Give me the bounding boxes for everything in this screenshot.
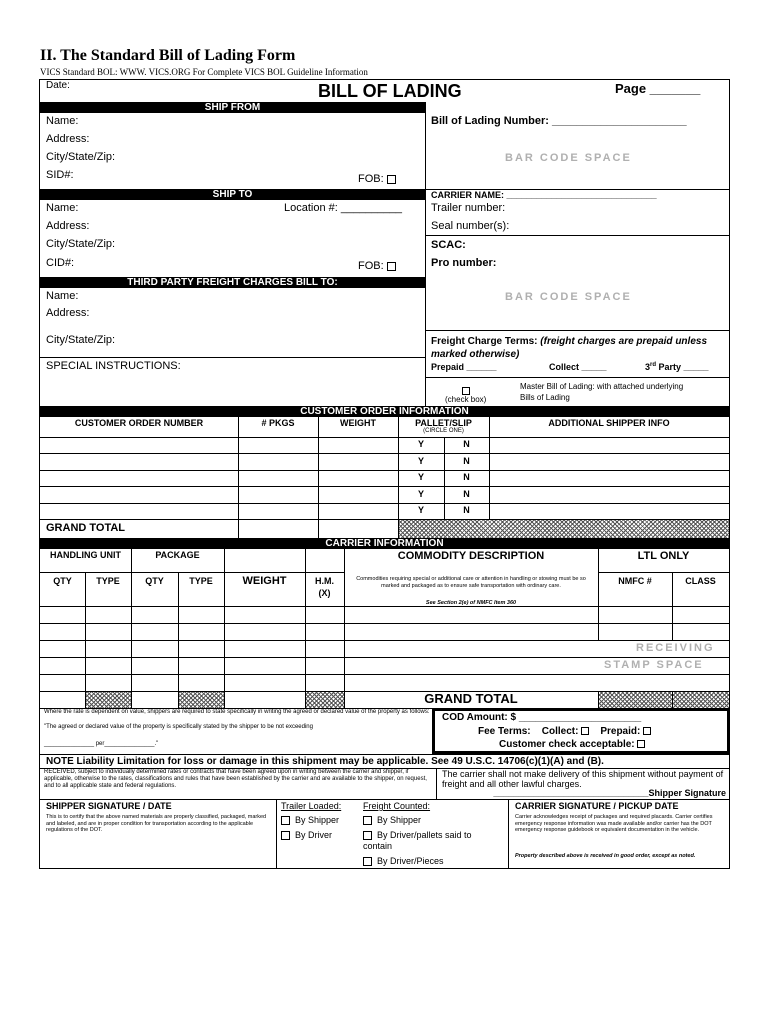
qty-header: QTY xyxy=(53,576,72,586)
page-title: II. The Standard Bill of Lading Form xyxy=(40,47,296,64)
ship-from-city[interactable]: City/State/Zip: xyxy=(46,151,116,163)
fee-prepaid-label: Prepaid: xyxy=(600,726,641,737)
third-party-field[interactable] xyxy=(645,362,709,372)
divider xyxy=(425,330,729,331)
bol-title: BILL OF LADING xyxy=(318,81,462,101)
yes-option[interactable]: Y xyxy=(417,505,424,515)
fee-collect-label: Collect: xyxy=(541,726,579,737)
class-header: CLASS xyxy=(685,576,716,586)
master-bol-text-2: Bills of Lading xyxy=(520,393,570,402)
fob-checkbox[interactable] xyxy=(387,262,396,271)
third-party-city[interactable]: City/State/Zip: xyxy=(46,334,116,346)
trailer-number-field[interactable]: Trailer number: xyxy=(431,202,506,214)
col-header: CUSTOMER ORDER NUMBER xyxy=(74,418,204,428)
weight-header: WEIGHT xyxy=(242,575,287,587)
third-party-address[interactable]: Address: xyxy=(46,307,90,319)
no-option[interactable]: N xyxy=(463,439,470,449)
customer-check-checkbox[interactable] xyxy=(637,740,645,748)
no-option[interactable]: N xyxy=(463,489,470,499)
collect-checkbox[interactable] xyxy=(581,727,589,735)
qty-header: QTY xyxy=(145,576,164,586)
fc-by-driver-pallets-label: By Driver/pallets said to contain xyxy=(363,830,472,851)
bol-number-field[interactable]: Bill of Lading Number: ______________________ xyxy=(431,115,687,127)
declared-value-text-2: "The agreed or declared value of the property is specifically stated by the shipper to be not exceeding xyxy=(44,724,313,730)
shaded-area xyxy=(179,692,224,708)
yes-option[interactable]: Y xyxy=(417,456,424,466)
by-driver-label: By Driver xyxy=(295,830,333,840)
ship-from-address[interactable]: Address: xyxy=(46,133,90,145)
hm-header: H.M. xyxy=(315,576,334,586)
freight-by-driver-pallets[interactable] xyxy=(363,830,503,852)
ship-to-fob[interactable] xyxy=(358,260,396,272)
third-rest: Party _____ xyxy=(656,362,709,372)
yes-option[interactable]: Y xyxy=(417,489,424,499)
pro-number-field[interactable]: Pro number: xyxy=(431,257,497,269)
freight-by-shipper[interactable] xyxy=(363,815,421,825)
divider xyxy=(40,357,425,358)
third-party-name[interactable]: Name: xyxy=(46,290,79,302)
by-shipper-label: By Shipper xyxy=(295,815,340,825)
no-option[interactable]: N xyxy=(463,472,470,482)
checkbox-icon[interactable] xyxy=(281,831,290,840)
ltl-only-header: LTL ONLY xyxy=(637,550,690,562)
divider xyxy=(425,235,729,236)
receiving-stamp: RECEIVING xyxy=(636,642,715,654)
third-sup: rd xyxy=(650,362,657,368)
seal-number-field[interactable]: Seal number(s): xyxy=(431,220,510,232)
ship-from-fob[interactable] xyxy=(358,173,396,185)
checkbox-icon[interactable] xyxy=(363,831,372,840)
trailer-by-shipper[interactable] xyxy=(281,815,339,825)
ship-from-bar: SHIP FROM xyxy=(40,102,425,113)
carrier-name-field[interactable]: CARRIER NAME: ______________________________ xyxy=(431,190,657,200)
type-header: TYPE xyxy=(189,576,213,586)
fob-label: FOB: xyxy=(358,260,384,272)
circle-one-note: (CIRCLE ONE) xyxy=(423,428,464,434)
carrier-good-order-note: Property described above is received in good order, except as noted. xyxy=(515,853,696,859)
handling-unit-header: HANDLING UNIT xyxy=(50,550,121,560)
shaded-area xyxy=(399,520,729,538)
ship-to-location[interactable]: Location #: __________ xyxy=(284,202,403,214)
barcode-space: BAR CODE SPACE xyxy=(505,291,632,303)
ship-to-name[interactable]: Name: xyxy=(46,202,79,214)
package-header: PACKAGE xyxy=(155,550,200,560)
col-header: WEIGHT xyxy=(340,418,376,428)
fc-by-driver-pieces-label: By Driver/Pieces xyxy=(377,856,444,866)
check-box-label: (check box) xyxy=(445,395,487,404)
col-header: ADDITIONAL SHIPPER INFO xyxy=(548,418,670,428)
ship-to-bar: SHIP TO xyxy=(40,189,425,200)
received-text: RECEIVED, subject to individually determined rates or contracts that have been agreed upon in writing between the carrier and shipper, if applicable, otherwise to the rates, classifications and rules that have been established by the carrier and are available to the shipper, on request, and to all applicable state and federal regulations. xyxy=(44,769,427,789)
no-delivery-text: The carrier shall not make delivery of this shipment without payment of freight and all other lawful charges. xyxy=(442,769,724,789)
customer-check-row xyxy=(499,739,645,750)
liability-note: NOTE Liability Limitation for loss or damage in this shipment may be applicable. See 49 U.S.C. 14706(c)(1)(A) and (B). xyxy=(46,756,604,767)
ship-to-city[interactable]: City/State/Zip: xyxy=(46,238,116,250)
checkbox-icon[interactable] xyxy=(281,816,290,825)
yes-option[interactable]: Y xyxy=(417,472,424,482)
checkbox-icon[interactable] xyxy=(363,816,372,825)
commodity-ref: See Section 2(e) of NMFC Item 360 xyxy=(425,600,517,606)
shaded-area xyxy=(306,692,344,708)
carrier-signature-title[interactable]: CARRIER SIGNATURE / PICKUP DATE xyxy=(515,801,679,811)
fee-terms-label: Fee Terms: xyxy=(478,726,531,737)
carrier-info-bar: CARRIER INFORMATION xyxy=(40,538,729,549)
special-instructions[interactable]: SPECIAL INSTRUCTIONS: xyxy=(46,360,181,372)
shipper-signature-title[interactable]: SHIPPER SIGNATURE / DATE xyxy=(46,801,172,811)
column-divider xyxy=(425,102,426,406)
shaded-area xyxy=(673,692,729,708)
type-header: TYPE xyxy=(96,576,120,586)
freight-terms-label: Freight Charge Terms: xyxy=(431,336,538,347)
checkbox-icon[interactable] xyxy=(363,857,372,866)
freight-charge-terms xyxy=(431,335,726,361)
fob-checkbox[interactable] xyxy=(387,175,396,184)
divider xyxy=(425,377,729,378)
prepaid-checkbox[interactable] xyxy=(643,727,651,735)
yes-option[interactable]: Y xyxy=(417,439,424,449)
customer-check-label: Customer check acceptable: xyxy=(499,739,635,750)
prepaid-field[interactable]: Prepaid ______ xyxy=(431,362,497,372)
freight-terms-note: (freight charges are prepaid unless xyxy=(540,336,707,347)
fee-terms-row xyxy=(478,726,651,737)
commodity-header: COMMODITY DESCRIPTION xyxy=(397,550,545,562)
cod-amount-field[interactable]: COD Amount: $ ______________________ xyxy=(442,712,642,723)
hm-x-header: (X) xyxy=(318,588,331,598)
shipper-certify-text: This is to certify that the above named materials are properly classified, packaged, marked and labeled, and are in proper condition for transportation according to the applicable regulations of the DOT. xyxy=(46,814,267,833)
shipper-signature-line[interactable]: _______________________________Shipper Signature xyxy=(493,788,726,798)
ship-from-sid[interactable]: SID#: xyxy=(46,169,74,181)
ship-to-cid[interactable]: CID#: xyxy=(46,257,75,269)
commodity-note: Commodities requiring special or additional care or attention in handling or stowing must be so marked and packaged as to ensure safe transportation with ordinary care. xyxy=(356,576,586,589)
trailer-loaded-label: Trailer Loaded: xyxy=(281,801,342,811)
third-num: 3 xyxy=(645,362,651,372)
nmfc-header: NMFC # xyxy=(618,576,652,586)
freight-terms-note-2: marked otherwise) xyxy=(431,349,520,360)
customer-order-bar: CUSTOMER ORDER INFORMATION xyxy=(40,406,729,417)
grand-total-label: GRAND TOTAL xyxy=(46,522,126,534)
freight-counted-label: Freight Counted: xyxy=(363,801,431,811)
no-option[interactable]: N xyxy=(463,456,470,466)
shaded-area xyxy=(599,692,672,708)
carrier-grand-total: GRAND TOTAL xyxy=(424,691,518,706)
freight-by-driver-pieces[interactable] xyxy=(363,856,444,866)
col-header: PALLET/SLIP xyxy=(415,418,472,428)
col-header: # PKGS xyxy=(261,418,295,428)
date-label: Date: xyxy=(46,80,70,91)
page-subtitle: VICS Standard BOL: WWW. VICS.ORG For Complete VICS BOL Guideline Information xyxy=(40,67,368,77)
ship-to-address[interactable]: Address: xyxy=(46,220,90,232)
no-option[interactable]: N xyxy=(463,505,470,515)
declared-value-text: Where the rate is dependent on value, shippers are required to state specifically in writing the agreed or declared value of the property as follows: xyxy=(44,709,430,715)
third-party-bar: THIRD PARTY FREIGHT CHARGES BILL TO: xyxy=(40,277,425,288)
collect-field[interactable]: Collect _____ xyxy=(549,362,607,372)
shaded-area xyxy=(86,692,131,708)
barcode-space: BAR CODE SPACE xyxy=(505,152,632,164)
fc-by-shipper-label: By Shipper xyxy=(377,815,422,825)
carrier-certify-text: Carrier acknowledges receipt of packages and required placards. Carrier certifies emergency response information was made available and/or carrier has the DOT emergency response guidebook or equivalent documentation in the vehicle. xyxy=(515,814,713,833)
declared-value-field[interactable]: _______________ per_______________." xyxy=(44,741,159,747)
ship-from-name[interactable]: Name: xyxy=(46,115,79,127)
trailer-by-driver[interactable] xyxy=(281,830,332,840)
master-bol-text: Master Bill of Lading: with attached underlying xyxy=(520,382,684,391)
stamp-space: STAMP SPACE xyxy=(604,659,704,671)
page-number-field[interactable]: Page _______ xyxy=(615,81,701,96)
scac-field[interactable]: SCAC: xyxy=(431,239,466,251)
fob-label: FOB: xyxy=(358,173,384,185)
checkbox-icon[interactable] xyxy=(462,387,470,395)
master-bol-label xyxy=(520,381,725,403)
